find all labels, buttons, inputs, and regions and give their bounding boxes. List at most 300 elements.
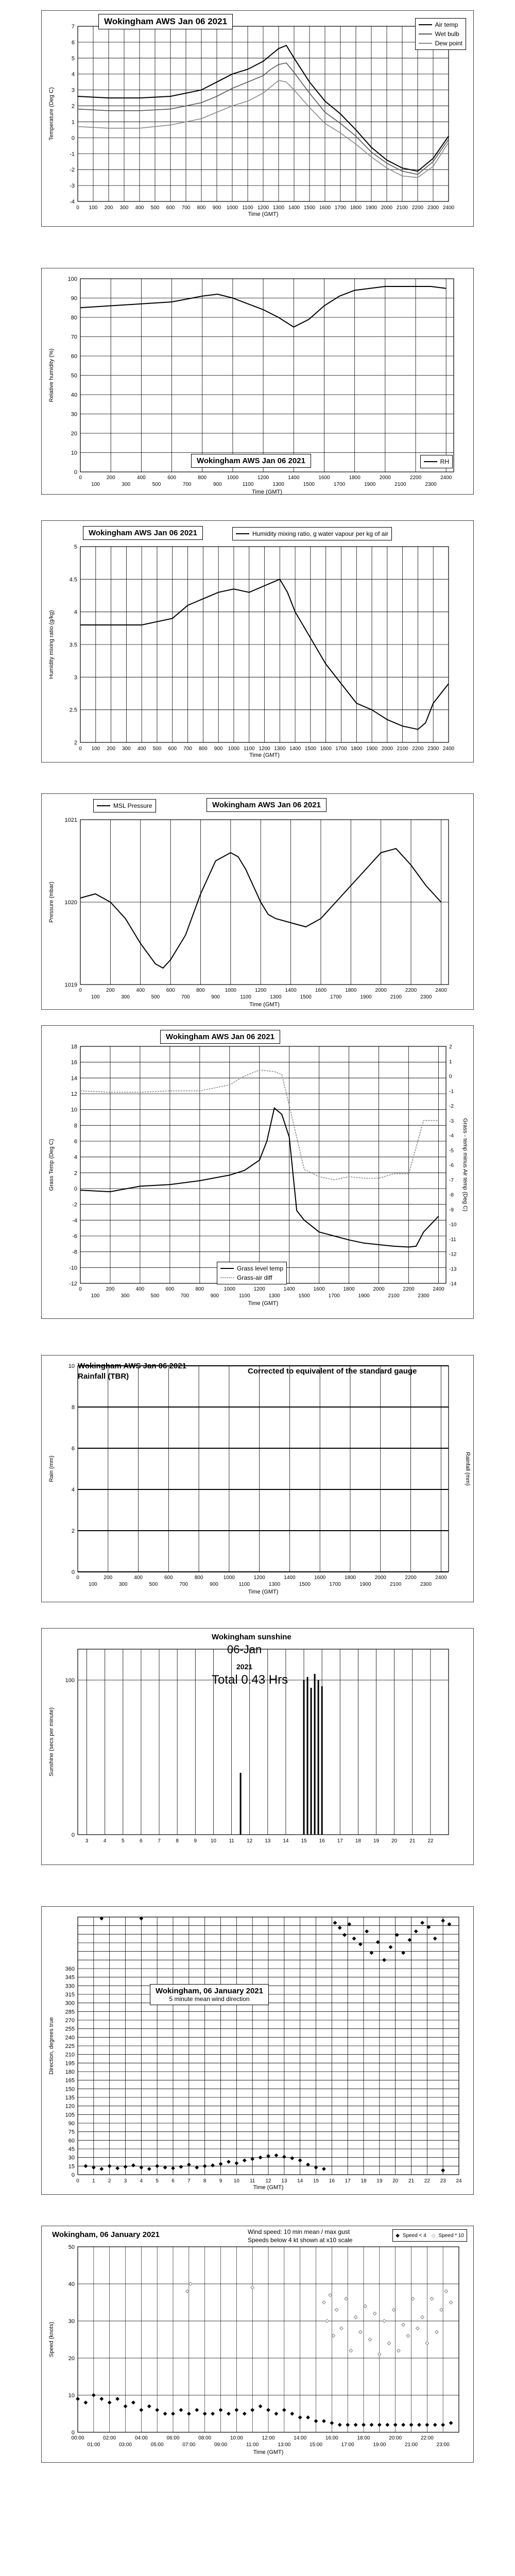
scatter-point [386, 2423, 389, 2426]
legend-label: MSL Pressure [113, 802, 152, 809]
y-tick-label: 0 [71, 135, 75, 142]
scatter-point [325, 2319, 329, 2323]
scatter-point [340, 2327, 343, 2330]
x-tick-label: 500 [152, 482, 161, 487]
rainfall-chart-subtitle: Rainfall (TBR) [78, 1372, 129, 1381]
scatter-point [421, 1921, 424, 1924]
scatter-point [322, 2301, 325, 2304]
x-tick-label: 2300 [427, 746, 439, 752]
y-tick-label: 4 [74, 609, 77, 616]
y2-tick-label: -3 [449, 1118, 454, 1124]
scatter-point [267, 2409, 270, 2412]
x-tick-label: 8 [203, 2178, 207, 2184]
scatter-point [298, 2159, 301, 2162]
x-tick-label: 22 [427, 1838, 434, 1844]
x-tick-label: 21 [409, 1838, 416, 1844]
y-axis-label: Temperature (Deg C) [48, 87, 55, 141]
scatter-point [108, 2401, 111, 2404]
x-tick-label: 2100 [397, 746, 408, 752]
y-tick-label: 180 [65, 2069, 75, 2075]
y2-tick-label: -8 [449, 1192, 454, 1198]
x-tick-label: 900 [210, 1293, 219, 1299]
x-tick-label: 18 [355, 1838, 361, 1844]
scatter-point [329, 2293, 332, 2296]
x-tick-label: 05:00 [150, 2442, 164, 2448]
scatter-point [251, 2286, 254, 2289]
scatter-point [392, 2308, 395, 2311]
x-tick-label: 400 [135, 205, 144, 211]
legend-item-grass-air-diff [220, 1273, 283, 1282]
x-tick-label: 500 [149, 1582, 158, 1587]
legend-item-speed-lt4: ◆ Speed < 4 [396, 2232, 426, 2239]
scatter-point [116, 2166, 119, 2170]
scatter-point [322, 2167, 325, 2171]
y-tick-label: 195 [65, 2060, 75, 2067]
x-tick-label: 1200 [259, 746, 270, 752]
sunshine-bar [318, 1680, 319, 1835]
wind-speed-legend [392, 2229, 467, 2242]
scatter-point [396, 1934, 399, 1937]
scatter-point [402, 2323, 405, 2326]
scatter-point [148, 2404, 151, 2408]
scatter-point [163, 2412, 166, 2415]
y-tick-label: 3 [74, 674, 77, 681]
x-tick-label: 10 [210, 1838, 216, 1844]
x-tick-label: 1800 [344, 1575, 356, 1581]
y-tick-label: 8 [74, 1123, 77, 1129]
x-tick-label: 1800 [345, 988, 357, 993]
scatter-point [306, 2163, 310, 2166]
scatter-point [267, 2155, 270, 2158]
x-tick-label: 1800 [343, 1286, 355, 1292]
x-tick-label: 4 [140, 2178, 143, 2184]
y-tick-label: -4 [72, 1217, 77, 1224]
y-tick-label: 0 [74, 469, 77, 476]
x-tick-label: 1200 [255, 988, 267, 993]
x-tick-label: 20 [391, 1838, 398, 1844]
x-axis-label: Time (GMT) [248, 1589, 279, 1595]
scatter-point [132, 2164, 135, 2167]
scatter-point [408, 1938, 411, 1941]
x-tick-label: 200 [107, 746, 115, 752]
x-tick-label: 1800 [351, 746, 363, 752]
y-tick-label: 15 [68, 2163, 75, 2170]
x-tick-label: 700 [181, 205, 191, 211]
scatter-point [171, 2166, 175, 2170]
y2-tick-label: 0 [449, 1074, 452, 1080]
y-tick-label: 2.5 [69, 707, 77, 714]
x-tick-label: 400 [134, 1575, 143, 1581]
scatter-point [187, 2163, 191, 2166]
y2-axis-label: Rainfall (mm) [465, 1452, 471, 1486]
x-tick-label: 600 [166, 988, 175, 993]
scatter-point [124, 2165, 127, 2168]
x-tick-label: 5 [122, 1838, 125, 1844]
x-tick-label: 100 [91, 746, 100, 752]
x-tick-label: 18:00 [357, 2435, 370, 2441]
x-tick-label: 2300 [425, 482, 437, 487]
x-axis-label: Time (GMT) [253, 2184, 284, 2191]
x-tick-label: 12:00 [262, 2435, 275, 2441]
mixing-ratio-chart [42, 521, 474, 763]
x-tick-label: 12 [265, 2178, 271, 2184]
relative-humidity-legend [420, 455, 453, 468]
scatter-point [338, 2423, 341, 2426]
x-tick-label: 24 [456, 2178, 462, 2184]
x-tick-label: 1300 [268, 1582, 281, 1587]
x-tick-label: 1900 [360, 994, 372, 1000]
scatter-point [322, 2419, 325, 2422]
y-tick-label: 150 [65, 2086, 75, 2093]
wind-speed-chart-title: Wokingham, 06 January 2021 [52, 2230, 160, 2239]
plot-frame [78, 1366, 449, 1572]
scatter-point [243, 2412, 246, 2415]
y-tick-label: 330 [65, 1983, 75, 1990]
x-tick-label: 2 [108, 2178, 111, 2184]
x-tick-label: 1400 [284, 1575, 296, 1581]
x-tick-label: 2100 [388, 1293, 400, 1299]
x-tick-label: 1200 [257, 205, 269, 211]
y-tick-label: 40 [68, 2281, 75, 2287]
y-tick-label: 30 [68, 2318, 75, 2325]
x-tick-label: 14 [297, 2178, 303, 2184]
scatter-point [84, 2401, 87, 2404]
x-tick-label: 1200 [257, 475, 269, 481]
x-tick-label: 500 [150, 1293, 160, 1299]
x-tick-label: 700 [179, 1582, 188, 1587]
scatter-point [259, 2156, 262, 2159]
x-tick-label: 700 [182, 482, 192, 487]
y2-tick-label: -10 [449, 1222, 457, 1228]
x-axis-label: Time (GMT) [248, 1300, 279, 1307]
y-tick-label: 240 [65, 2035, 75, 2041]
y-tick-label: 300 [65, 2000, 75, 2007]
x-tick-label: 2400 [442, 205, 455, 211]
y-tick-label: 210 [65, 2052, 75, 2058]
x-tick-label: 600 [164, 1575, 173, 1581]
x-tick-label: 0 [79, 1286, 82, 1292]
scatter-point [283, 2409, 286, 2412]
y2-tick-label: -2 [449, 1104, 454, 1109]
legend-item-rh [424, 457, 449, 466]
y-tick-label: 1 [71, 119, 75, 126]
temperature-chart [42, 11, 474, 227]
x-tick-label: 1400 [289, 746, 301, 752]
wind-direction-subtitle: 5 minute mean wind direction [169, 1995, 250, 2003]
x-axis-label: Time (GMT) [248, 211, 279, 217]
sunshine-bar [240, 1773, 242, 1835]
y2-axis-label: Grass - temp minus Air temp (Deg C) [462, 1118, 468, 1212]
x-tick-label: 5 [156, 2178, 159, 2184]
y-tick-label: -12 [69, 1281, 77, 1287]
x-tick-label: 2000 [375, 988, 387, 993]
pressure-chart [42, 794, 474, 1010]
x-tick-label: 22:00 [420, 2435, 434, 2441]
y-tick-label: 40 [71, 392, 77, 398]
x-tick-label: 900 [214, 746, 223, 752]
y2-tick-label: -13 [449, 1266, 457, 1273]
mixing-ratio-chart-title: Wokingham AWS Jan 06 2021 [83, 526, 203, 540]
x-tick-label: 1100 [240, 994, 251, 1000]
scatter-point [235, 2162, 238, 2165]
scatter-point [378, 2353, 381, 2356]
scatter-point [352, 1937, 355, 1940]
x-tick-label: 100 [91, 1293, 100, 1299]
x-tick-label: 1900 [358, 1293, 370, 1299]
x-tick-label: 23:00 [436, 2442, 450, 2448]
scatter-point [441, 2168, 444, 2172]
x-tick-label: 1900 [359, 1582, 371, 1587]
x-tick-label: 1400 [283, 1286, 295, 1292]
x-tick-label: 2000 [379, 475, 391, 481]
mixing-ratio-chart-panel [41, 520, 474, 762]
x-tick-label: 21 [408, 2178, 415, 2184]
scatter-point [409, 2423, 413, 2426]
y-tick-label: -10 [69, 1265, 77, 1272]
y-tick-label: 0 [71, 1832, 75, 1838]
x-tick-label: 08:00 [198, 2435, 212, 2441]
y-tick-label: 50 [68, 2244, 75, 2250]
y-tick-label: 14 [71, 1075, 77, 1082]
x-tick-label: 1100 [242, 482, 254, 487]
x-tick-label: 22 [424, 2178, 430, 2184]
x-tick-label: 9 [194, 1838, 197, 1844]
scatter-point [203, 2164, 206, 2167]
x-tick-label: 900 [213, 482, 222, 487]
scatter-point [383, 2319, 386, 2323]
x-tick-label: 2300 [418, 1293, 430, 1299]
scatter-point [343, 1934, 346, 1937]
y-tick-label: 7 [71, 24, 75, 30]
scatter-point [416, 2327, 419, 2330]
scatter-point [100, 2167, 103, 2171]
x-tick-label: 15 [301, 1838, 307, 1844]
scatter-point [283, 2155, 286, 2158]
x-tick-label: 300 [119, 205, 129, 211]
x-tick-label: 100 [91, 994, 100, 1000]
x-tick-label: 300 [121, 1293, 130, 1299]
x-tick-label: 600 [166, 205, 175, 211]
scatter-point [116, 2397, 119, 2400]
y-axis-label: Grass Temp (Deg C) [48, 1139, 55, 1191]
y-tick-label: 60 [71, 353, 77, 360]
scatter-point [251, 2157, 254, 2160]
legend-item-dew-point [419, 39, 462, 48]
y-tick-label: 12 [71, 1091, 77, 1097]
scatter-point [378, 2423, 381, 2426]
y-tick-label: 10 [68, 2393, 75, 2399]
y-tick-label: 255 [65, 2026, 75, 2032]
sunshine-chart [42, 1629, 474, 1866]
scatter-point [274, 2154, 278, 2157]
y-tick-label: 90 [71, 295, 77, 302]
y-tick-label: 0 [71, 1569, 75, 1575]
x-tick-label: 11:00 [246, 2442, 259, 2448]
y-tick-label: 0 [71, 2430, 75, 2436]
x-tick-label: 1300 [272, 205, 285, 211]
scatter-point [163, 2166, 166, 2169]
x-tick-label: 20:00 [389, 2435, 402, 2441]
x-tick-label: 600 [165, 1286, 175, 1292]
x-tick-label: 1700 [330, 994, 342, 1000]
x-tick-label: 2000 [374, 1575, 386, 1581]
y2-tick-label: -1 [449, 1089, 454, 1095]
x-tick-label: 2200 [409, 475, 422, 481]
x-tick-label: 200 [106, 1286, 115, 1292]
x-tick-label: 2400 [435, 988, 447, 993]
sunshine-bar [303, 1680, 305, 1835]
x-tick-label: 1100 [242, 205, 253, 211]
x-tick-label: 18 [360, 2178, 367, 2184]
x-tick-label: 1300 [274, 746, 286, 752]
scatter-point [179, 2409, 182, 2412]
x-tick-label: 0 [79, 475, 82, 481]
legend-item-mixing-ratio [236, 529, 388, 538]
x-tick-label: 0 [76, 1575, 79, 1581]
pressure-chart-title: Wokingham AWS Jan 06 2021 [207, 798, 327, 812]
x-tick-label: 400 [137, 475, 146, 481]
x-tick-label: 2400 [435, 1575, 447, 1581]
y-tick-label: -6 [72, 1233, 77, 1240]
sunshine-year: 2021 [236, 1663, 253, 1671]
y-tick-label: 1021 [64, 817, 77, 823]
wind-direction-chart-panel [41, 1906, 474, 2195]
scatter-point [441, 1919, 444, 1922]
y-tick-label: 16 [71, 1059, 77, 1066]
y-tick-label: 45 [68, 2146, 75, 2153]
x-tick-label: 800 [195, 1286, 204, 1292]
x-tick-label: 0 [76, 205, 79, 211]
x-tick-label: 1400 [288, 475, 300, 481]
scatter-point [140, 2166, 143, 2169]
y-tick-label: 4 [71, 71, 75, 78]
y-tick-label: 10 [68, 1363, 75, 1369]
rainfall-correction-note: Corrected to equivalent of the standard gauge [248, 1367, 417, 1376]
scatter-point [370, 2423, 373, 2426]
x-tick-label: 300 [121, 994, 130, 1000]
x-tick-label: 700 [180, 1293, 190, 1299]
scatter-point [418, 2423, 421, 2426]
x-tick-label: 1500 [303, 482, 315, 487]
y-tick-label: 2 [74, 740, 77, 746]
x-tick-label: 1600 [319, 205, 331, 211]
y-tick-label: -3 [70, 183, 75, 190]
x-tick-label: 19 [376, 2178, 383, 2184]
x-tick-label: 1900 [364, 482, 376, 487]
y-tick-label: 0 [74, 1186, 77, 1192]
x-tick-label: 17 [345, 2178, 351, 2184]
x-tick-label: 900 [210, 1582, 218, 1587]
x-tick-label: 0 [79, 988, 82, 993]
scatter-point [132, 2401, 135, 2404]
x-tick-label: 02:00 [103, 2435, 116, 2441]
x-tick-label: 11 [229, 1838, 234, 1844]
rainfall-chart-panel [41, 1355, 474, 1602]
scatter-point [444, 2290, 448, 2293]
pressure-legend [93, 799, 156, 812]
scatter-point [411, 2297, 414, 2300]
x-tick-label: 1 [92, 2178, 95, 2184]
scatter-point [92, 2166, 95, 2169]
x-tick-label: 200 [104, 205, 113, 211]
x-tick-label: 7 [158, 1838, 161, 1844]
y-axis-label: Rain (mm) [48, 1455, 55, 1482]
x-tick-label: 7 [187, 2178, 191, 2184]
x-tick-label: 300 [122, 482, 131, 487]
scatter-point [290, 2157, 294, 2160]
wind-direction-chart-title: Wokingham, 06 January 2021 [156, 1987, 263, 1995]
y-tick-label: 225 [65, 2043, 75, 2049]
y-tick-label: 165 [65, 2077, 75, 2084]
x-tick-label: 04:00 [134, 2435, 148, 2441]
sunshine-total: Total 0.43 Hrs [212, 1673, 288, 1687]
x-tick-label: 100 [89, 1582, 97, 1587]
x-tick-label: 19 [373, 1838, 380, 1844]
x-tick-label: 2000 [381, 205, 393, 211]
temperature-legend [415, 18, 466, 50]
scatter-point [274, 2412, 278, 2415]
x-tick-label: 1300 [268, 1293, 280, 1299]
temperature-chart-panel [41, 10, 474, 227]
relative-humidity-chart-panel [41, 268, 474, 495]
scatter-point [179, 2165, 182, 2168]
scatter-point [415, 1930, 418, 1933]
scatter-point [368, 2338, 371, 2341]
y-tick-label: 360 [65, 1966, 75, 1972]
legend-label: Speed < 4 [402, 2232, 426, 2239]
scatter-point [359, 1943, 362, 1946]
x-tick-label: 0 [76, 2178, 79, 2184]
x-tick-label: 23 [440, 2178, 446, 2184]
wind-direction-title-box [150, 1984, 269, 2005]
grass-temp-chart-panel [41, 1025, 474, 1319]
legend-label: Grass-air diff [237, 1274, 272, 1281]
scatter-point [354, 2423, 357, 2426]
x-tick-label: 100 [89, 205, 98, 211]
wind-speed-note-1: Wind speed: 10 min mean / max gust [248, 2228, 350, 2235]
x-tick-label: 1300 [272, 482, 284, 487]
y-tick-label: 8 [71, 1404, 75, 1411]
y-tick-label: -1 [70, 151, 75, 158]
legend-label: Wet bulb [435, 30, 459, 38]
y-tick-label: 10 [71, 450, 77, 456]
scatter-point [421, 2316, 424, 2319]
temperature-chart-title: Wokingham AWS Jan 06 2021 [98, 14, 233, 29]
pressure-chart-panel [41, 793, 474, 1010]
y-tick-label: 4.5 [69, 577, 77, 583]
rainfall-chart-title: Wokingham AWS Jan 06 2021 [78, 1362, 186, 1370]
scatter-point [354, 2316, 357, 2319]
y2-tick-label: -11 [449, 1236, 456, 1243]
plot-frame [80, 1046, 446, 1283]
x-tick-label: 500 [152, 746, 162, 752]
x-tick-label: 700 [183, 746, 192, 752]
grass-temp-legend [217, 1262, 287, 1284]
x-tick-label: 4 [103, 1838, 107, 1844]
scatter-point [393, 2423, 397, 2426]
x-tick-label: 2100 [394, 482, 406, 487]
x-tick-label: 1900 [366, 746, 378, 752]
x-tick-label: 2100 [390, 994, 402, 1000]
scatter-point [227, 2412, 230, 2415]
scatter-point [402, 1951, 405, 1954]
x-axis-label: Time (GMT) [253, 2449, 284, 2455]
scatter-point [448, 1923, 451, 1926]
x-axis-label: Time (GMT) [252, 489, 282, 495]
x-tick-label: 20 [392, 2178, 399, 2184]
x-tick-label: 14:00 [294, 2435, 307, 2441]
x-tick-label: 2000 [373, 1286, 385, 1292]
